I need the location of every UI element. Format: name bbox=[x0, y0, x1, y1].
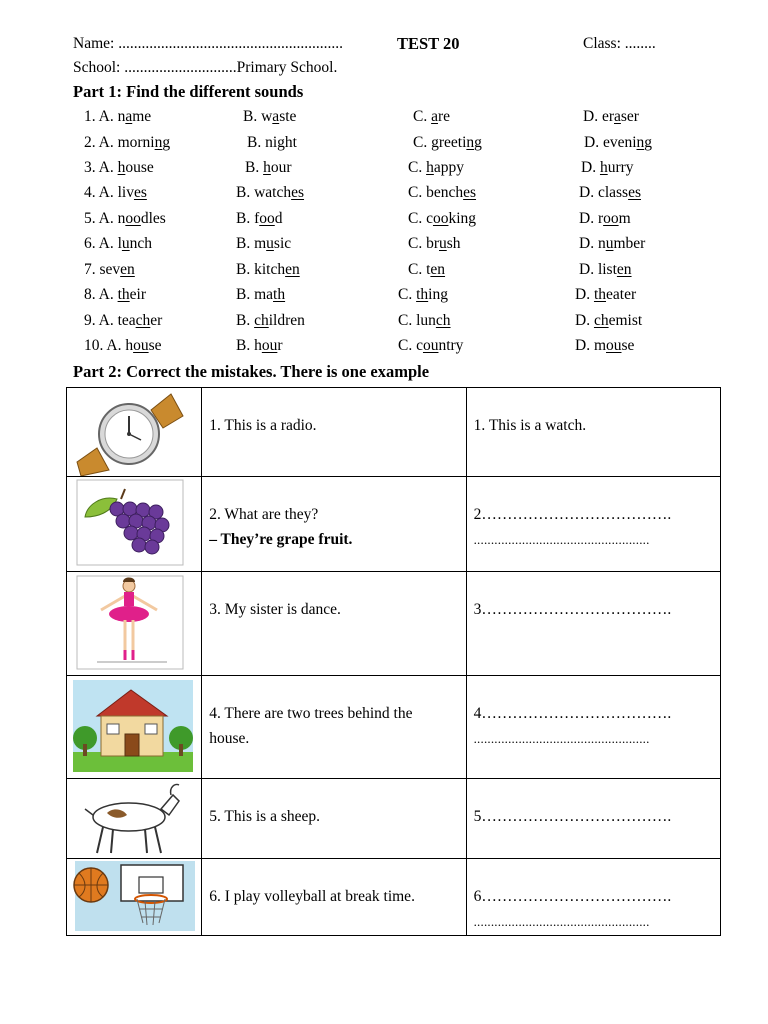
sound-option: B. children bbox=[236, 312, 305, 329]
sound-option: D. evening bbox=[584, 134, 653, 151]
underlined-sound: ou bbox=[422, 337, 439, 354]
question-text-continued: house. bbox=[209, 730, 250, 747]
question-text: 1. This is a radio. bbox=[209, 417, 317, 434]
sound-option: C. ten bbox=[408, 261, 446, 278]
underlined-sound: u bbox=[121, 235, 130, 252]
picture-cell bbox=[67, 779, 202, 859]
sound-option: C. brush bbox=[408, 235, 461, 252]
answer-line-2: ................................................... bbox=[473, 914, 650, 929]
sound-option: B. music bbox=[236, 235, 292, 252]
sound-option: C. greeting bbox=[413, 134, 482, 151]
underlined-sound: g bbox=[277, 134, 285, 151]
part2-title: Part 2: Correct the mistakes. There is one example bbox=[73, 362, 430, 381]
sound-option: D. eraser bbox=[583, 108, 639, 125]
ballerina-picture bbox=[67, 572, 201, 675]
question-text: 4. There are two trees behind the bbox=[209, 705, 413, 722]
underlined-sound: oo bbox=[432, 210, 449, 227]
picture-cell bbox=[67, 477, 202, 572]
answer-line: 4………………………………. bbox=[473, 705, 672, 722]
sound-option: C. benches bbox=[408, 184, 477, 201]
underlined-sound: ou bbox=[133, 337, 149, 354]
underlined-sound: n bbox=[154, 134, 163, 151]
answer-line-2: ................................................... bbox=[473, 731, 650, 746]
sound-option: C. country bbox=[398, 337, 464, 354]
underlined-sound: n bbox=[466, 134, 475, 151]
sound-option: 1. A. name bbox=[84, 108, 152, 125]
sound-option: 7. seven bbox=[84, 261, 135, 278]
underlined-sound: h bbox=[117, 159, 126, 176]
table-row bbox=[67, 572, 721, 676]
underlined-sound: en bbox=[120, 261, 135, 278]
sound-option: C. are bbox=[413, 108, 451, 125]
question-text: 2. What are they? bbox=[209, 506, 319, 523]
underlined-sound: h bbox=[426, 159, 434, 176]
sound-option: B. waste bbox=[243, 108, 297, 125]
table-row bbox=[67, 779, 721, 859]
underlined-sound: ch bbox=[254, 312, 269, 329]
test-title: TEST 20 bbox=[397, 34, 460, 53]
picture-cell bbox=[67, 676, 202, 779]
picture-cell bbox=[67, 572, 202, 676]
question-text: 3. My sister is dance. bbox=[209, 601, 341, 618]
table-row bbox=[67, 477, 721, 572]
part1-title: Part 1: Find the different sounds bbox=[73, 82, 304, 101]
picture-cell bbox=[67, 388, 202, 477]
sound-option: 9. A. teacher bbox=[84, 312, 163, 329]
answer-text: 1. This is a watch. bbox=[473, 417, 587, 434]
answer-line-2: ................................................... bbox=[473, 532, 650, 547]
sound-option: B. math bbox=[236, 286, 286, 303]
picture-cell bbox=[67, 859, 202, 936]
underlined-sound: ou bbox=[606, 337, 622, 354]
answer-line: 5………………………………. bbox=[473, 808, 672, 825]
answer-line: 3………………………………. bbox=[473, 601, 672, 618]
sound-option: D. mouse bbox=[575, 337, 635, 354]
underlined-sound: en bbox=[430, 261, 446, 278]
basketball-picture bbox=[67, 859, 201, 935]
underlined-sound: es bbox=[291, 184, 305, 201]
sound-option: D. classes bbox=[579, 184, 641, 201]
sound-option: B. food bbox=[236, 210, 283, 227]
underlined-sound: ch bbox=[593, 312, 609, 329]
underlined-sound: th bbox=[273, 286, 286, 303]
underlined-sound: oo bbox=[125, 210, 141, 227]
table-row bbox=[67, 676, 721, 779]
underlined-sound: a bbox=[431, 108, 438, 125]
question-text: 6. I play volleyball at break time. bbox=[209, 888, 415, 905]
underlined-sound: oo bbox=[603, 210, 619, 227]
sound-option: B. hour bbox=[236, 337, 283, 354]
goat-picture bbox=[67, 779, 201, 858]
question-answer-text: – They’re grape fruit. bbox=[209, 531, 353, 548]
underlined-sound: es bbox=[463, 184, 477, 201]
sound-option: B. kitchen bbox=[236, 261, 300, 278]
school-field: School: .............................Primary School. bbox=[73, 59, 338, 76]
sound-option: C. thing bbox=[398, 286, 448, 303]
sound-option: D. theater bbox=[575, 286, 637, 303]
sound-option: 8. A. their bbox=[84, 286, 147, 303]
sound-option: D. number bbox=[579, 235, 646, 252]
underlined-sound: a bbox=[614, 108, 621, 125]
sound-option: B. watches bbox=[236, 184, 305, 201]
sound-option: C. happy bbox=[408, 159, 464, 176]
watch-picture bbox=[67, 388, 201, 476]
underlined-sound: h bbox=[263, 159, 271, 176]
sound-option: 4. A. lives bbox=[84, 184, 147, 201]
underlined-sound: th bbox=[593, 286, 607, 303]
underlined-sound: th bbox=[117, 286, 130, 303]
underlined-sound: oo bbox=[259, 210, 275, 227]
sound-option: D. hurry bbox=[581, 159, 634, 176]
underlined-sound: u bbox=[439, 235, 447, 252]
answer-line: 6………………………………. bbox=[473, 888, 672, 905]
sound-option: D. chemist bbox=[575, 312, 643, 329]
underlined-sound: u bbox=[605, 235, 614, 252]
grapes-picture bbox=[67, 477, 201, 571]
underlined-sound: ch bbox=[135, 312, 151, 329]
house-picture bbox=[67, 676, 201, 778]
underlined-sound: ou bbox=[261, 337, 278, 354]
underlined-sound: h bbox=[599, 159, 608, 176]
underlined-sound: es bbox=[628, 184, 641, 201]
answer-line: 2………………………………. bbox=[473, 506, 672, 523]
underlined-sound: es bbox=[133, 184, 147, 201]
table-row bbox=[67, 388, 721, 477]
question-text: 5. This is a sheep. bbox=[209, 808, 320, 825]
underlined-sound: th bbox=[416, 286, 429, 303]
underlined-sound: u bbox=[266, 235, 274, 252]
correction-table bbox=[66, 387, 721, 936]
sound-option: 5. A. noodles bbox=[84, 210, 166, 227]
sound-option: B. night bbox=[247, 134, 297, 151]
underlined-sound: a bbox=[272, 108, 280, 125]
sound-option: D. room bbox=[579, 210, 631, 227]
sound-option: 2. A. morning bbox=[84, 134, 171, 151]
sound-option: 6. A. lunch bbox=[84, 235, 153, 252]
sound-option: C. lunch bbox=[398, 312, 451, 329]
underlined-sound: n bbox=[636, 134, 645, 151]
underlined-sound: en bbox=[616, 261, 632, 278]
sound-option: 3. A. house bbox=[84, 159, 154, 176]
sound-option: D. listen bbox=[579, 261, 632, 278]
name-field: Name: .......................................................... bbox=[73, 35, 343, 52]
sound-option: B. hour bbox=[245, 159, 292, 176]
sound-option: C. cooking bbox=[408, 210, 477, 227]
table-row bbox=[67, 859, 721, 936]
underlined-sound: ch bbox=[435, 312, 451, 329]
underlined-sound: en bbox=[285, 261, 300, 278]
class-field: Class: ........ bbox=[583, 35, 656, 52]
sound-option: 10. A. house bbox=[84, 337, 162, 354]
underlined-sound: a bbox=[125, 108, 133, 125]
